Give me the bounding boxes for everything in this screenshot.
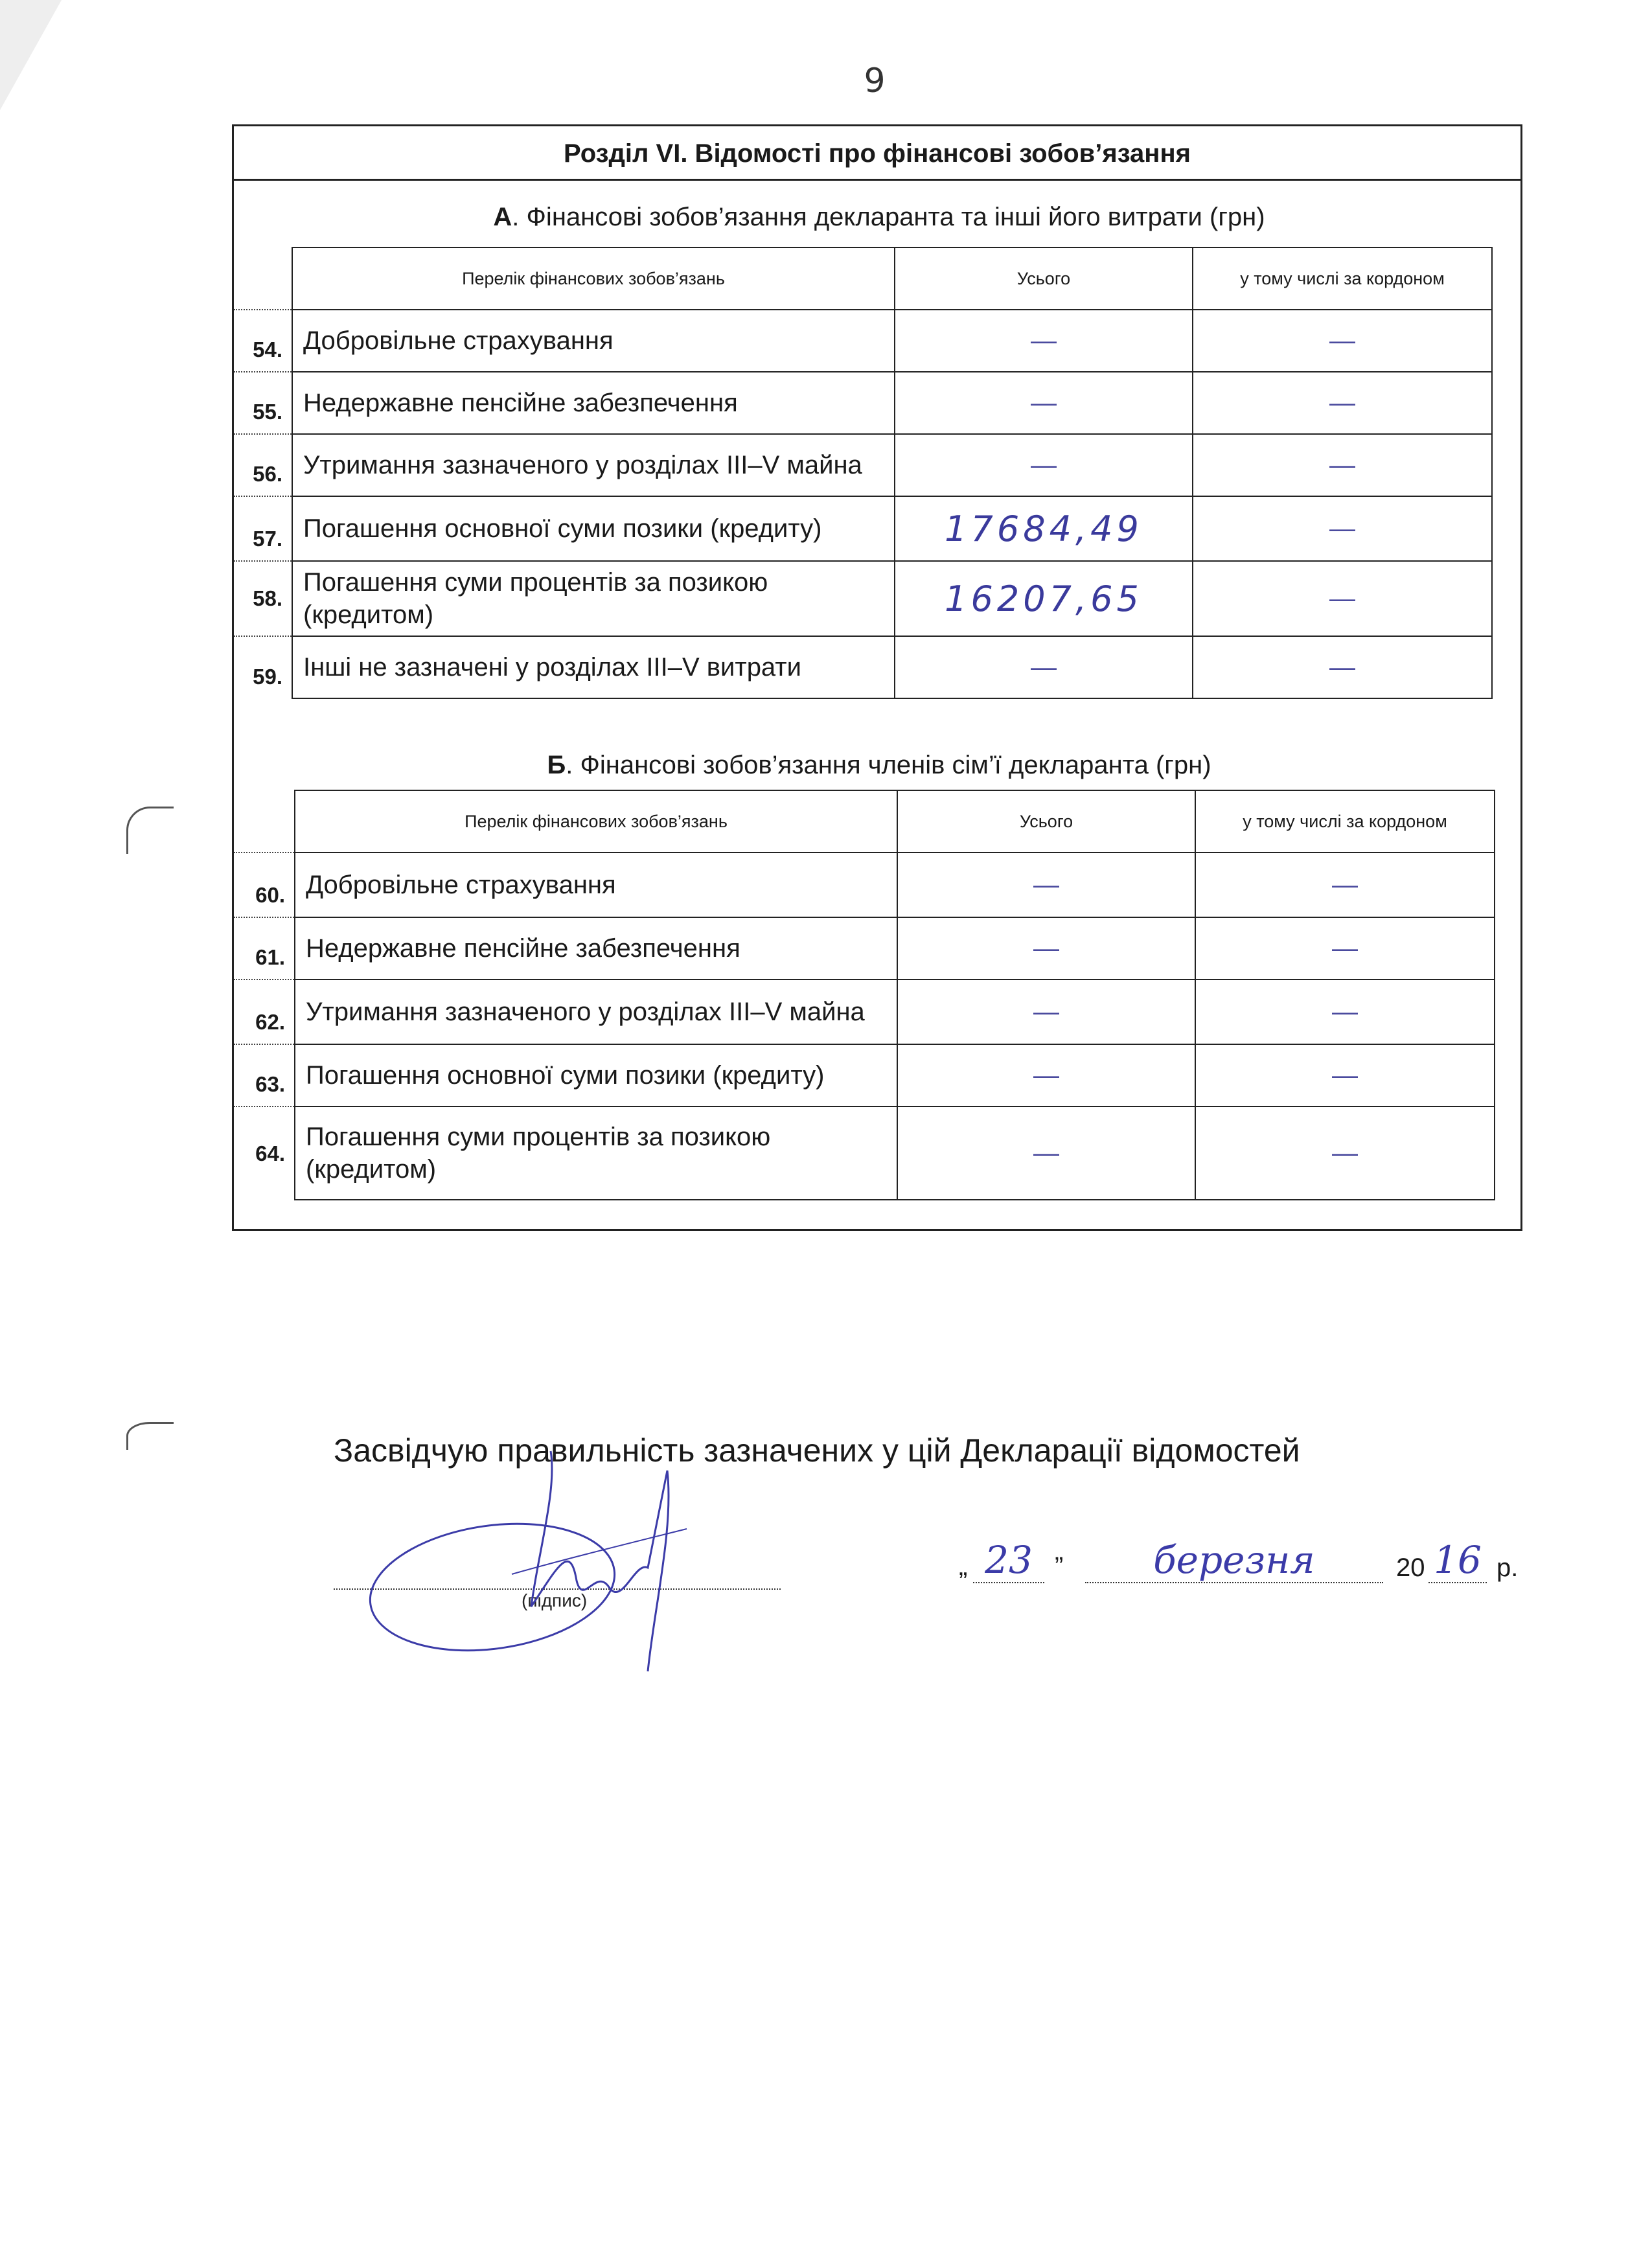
part-a-title-text: . Фінансові зобов’язання декларанта та інші його витрати (грн) [512,203,1265,231]
row-total-handwritten: 16207,65 [895,561,1193,636]
row-number: 57. [234,496,292,561]
table-row [234,434,1492,496]
row-total-handwritten: 17684,49 [895,496,1193,561]
part-b-letter: Б [547,751,566,779]
row-label: Добровільне страхування [295,853,897,917]
date-close-quote: ” [1055,1552,1064,1581]
part-b-title-text: . Фінансові зобов’язання членів сім’ї декларанта (грн) [566,751,1211,779]
row-label: Добровільне страхування [292,310,895,372]
row-total: — [895,434,1193,496]
date-day: 23 [973,1538,1044,1583]
row-label: Погашення суми процентів за позикою (кредитом) [292,561,895,636]
date-year-unit: р. [1497,1553,1519,1582]
part-b-table [234,790,1495,1200]
part-b-title [264,751,1495,780]
row-abroad: — [1193,561,1492,636]
row-total: — [895,636,1193,698]
section-title: Розділ VI. Відомості про фінансові зобов’язання [234,126,1520,181]
punch-hole-bottom [126,1422,174,1450]
row-label: Інші не зазначені у розділах III–V витрати [292,636,895,698]
row-label: Погашення суми процентів за позикою (кредитом) [295,1106,897,1200]
row-abroad: — [1195,853,1495,917]
table-row [234,561,1492,636]
row-abroad: — [1195,1106,1495,1200]
page-number: 9 [864,62,886,100]
row-number: 58. [234,561,292,636]
handwritten-signature [363,1412,726,1684]
part-a-header-list: Перелік фінансових зобов’язань [292,247,895,310]
row-number: 59. [234,636,292,698]
row-total: — [897,917,1195,979]
row-total: — [895,310,1193,372]
row-abroad: — [1195,1044,1495,1106]
table-row [234,636,1492,698]
row-number: 61. [234,917,295,979]
table-row [234,853,1495,917]
row-number: 55. [234,372,292,434]
row-number: 62. [234,979,295,1044]
signature-caption: (підпис) [522,1590,588,1610]
row-label: Утримання зазначеного у розділах III–V майна [295,979,897,1044]
row-abroad: — [1193,636,1492,698]
row-number: 60. [234,853,295,917]
date-year-prefix: 20 [1396,1553,1425,1582]
row-label: Утримання зазначеного у розділах III–V майна [292,434,895,496]
date-year-suffix: 16 [1428,1538,1487,1583]
part-b-header-list: Перелік фінансових зобов’язань [295,790,897,853]
date-month: березня [1085,1538,1383,1583]
row-total: — [897,853,1195,917]
row-abroad: — [1193,434,1492,496]
page-corner-fold [0,0,62,110]
row-number: 54. [234,310,292,372]
table-row [234,979,1495,1044]
row-label: Погашення основної суми позики (кредиту) [292,496,895,561]
section-vi-box [232,124,1522,1231]
row-number: 63. [234,1044,295,1106]
row-total: — [897,979,1195,1044]
punch-hole-top [126,807,174,854]
row-label: Недержавне пенсійне забезпечення [292,372,895,434]
row-abroad: — [1193,372,1492,434]
part-a-letter: А [493,203,512,231]
row-number: 64. [234,1106,295,1200]
table-row [234,310,1492,372]
row-total: — [897,1106,1195,1200]
table-row [234,1106,1495,1200]
row-label: Недержавне пенсійне забезпечення [295,917,897,979]
part-a-title [264,203,1495,232]
table-row [234,496,1492,561]
row-abroad: — [1193,310,1492,372]
part-a-table [234,247,1493,699]
row-label: Погашення основної суми позики (кредиту) [295,1044,897,1106]
certification-text: Засвідчую правильність зазначених у цій Декларації відомостей [334,1432,1300,1469]
part-a-header-total: Усього [895,247,1193,310]
part-a-header-abroad: у тому числі за кордоном [1193,247,1492,310]
table-row [234,1044,1495,1106]
row-abroad: — [1193,496,1492,561]
part-b-header-abroad: у тому числі за кордоном [1195,790,1495,853]
date-open-quote: „ [959,1552,968,1581]
row-abroad: — [1195,979,1495,1044]
row-total: — [897,1044,1195,1106]
table-row [234,917,1495,979]
row-number: 56. [234,434,292,496]
table-row [234,372,1492,434]
row-total: — [895,372,1193,434]
row-abroad: — [1195,917,1495,979]
part-b-header-total: Усього [897,790,1195,853]
